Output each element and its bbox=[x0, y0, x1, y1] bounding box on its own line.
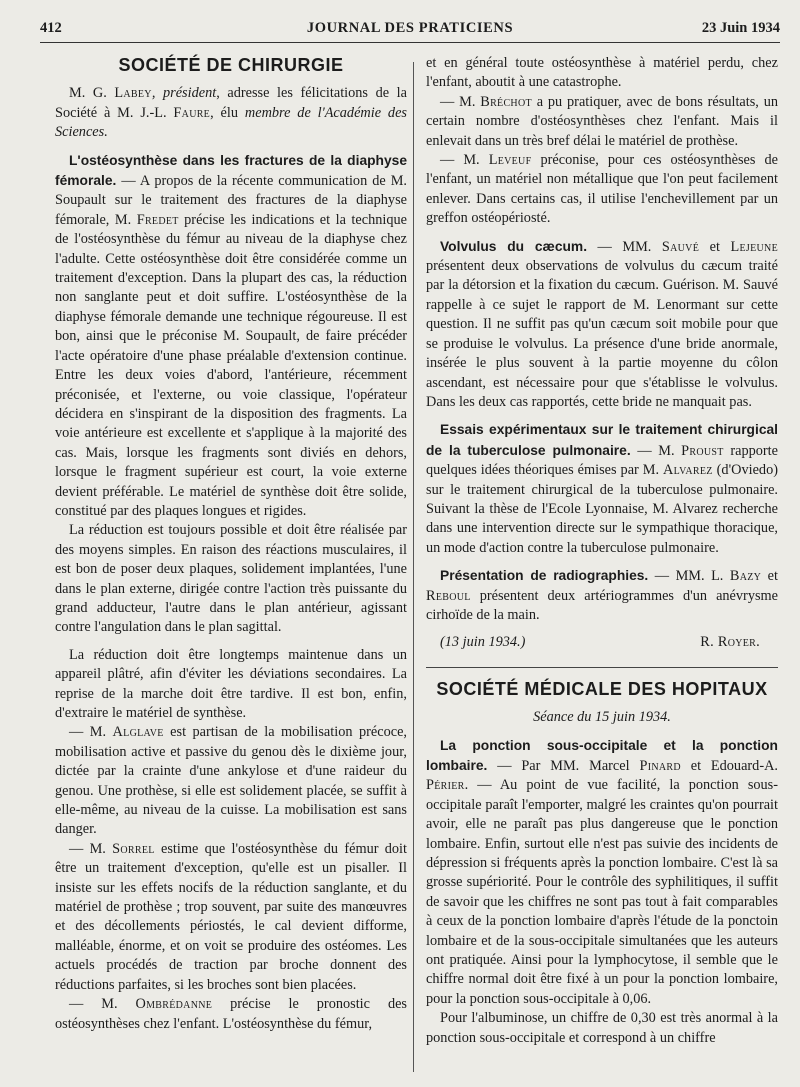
paragraph-reduction: La réduction est toujours possible et doit être réalisée par des moyens simples. En raison des réactions musculaires, il est bon de poser deux plaques, solidement implantées, l'une dans le plan externe, dirigée contre l'action très puissante du grand adducteur, l'autre dans le plan antérieur, agissant contre l'angulation dans le plan sagittal. bbox=[55, 522, 407, 636]
journal-title: JOURNAL DES PRATICIENS bbox=[306, 20, 514, 36]
paragraph-alglave: — M. Alglave est partisan de la mobilisation précoce, mobilisation active et passive du genou dès le dixième jour, dictée par la crainte d'une ankylose et d'une raideur du genou. Une prothèse, si elle est solidement placée, se suffit à elle-même, au niveau de la cuisse. La mobilisation est sans danger. bbox=[55, 724, 407, 838]
section-title-chirurgie: SOCIÉTÉ DE CHIRURGIE bbox=[118, 55, 344, 75]
paragraph-albuminose: Pour l'albuminose, un chiffre de 0,30 est très anormal à la ponction sous-occipitale et correspond à un chiffre bbox=[426, 1010, 778, 1046]
subheading: La ponction sous-occipitale et la ponction lombaire. bbox=[426, 737, 778, 773]
paragraph-ponction: La ponction sous-occipitale et la ponction lombaire. — Par MM. Marcel Pinard et Edouard-A. Périer. — Au point de vue facilité, la ponction sous-occipitale paraît l'emporter, malgré les craintes qu'on pourrait avoir, elle ne paraît pas plus dangereuse que le ponction lombaire. Enfin, surtout elle n'est pas suivie des incidents de dépression si fréquents après la ponction lombaire. C'est là sa grosse supériorité. Pour le contrôle des syphilitiques, il suffit de savoir que les chiffres ne sont pas tout à fait comparables à ceux de la ponction lombaire d'après l'étude de la ponctoin lombaire et de la sous-occipitale simultanées que les auteurs ont pratiquée. Ainsi pour la lymphocytose, il semble que le chiffre normal doit être fixé à un pour la ponction lombaire, pour la ponction sous-occipitale à 0,06. bbox=[426, 737, 778, 1007]
subheading: Volvulus du cæcum. bbox=[440, 238, 588, 254]
paragraph-radiographies: Présentation de radiographies. — MM. L. Bazy et Reboul présentent deux artériogrammes d'un anévrysme cirhoïde de la main. bbox=[426, 568, 778, 623]
paragraph-brechot: — M. Bréchot a pu pratiquer, avec de bons résultats, un certain nombre d'ostéosynthèses chez l'enfant. Mais il enlevait dans un très bref délai le matériel de prothèse. bbox=[426, 93, 778, 149]
report-author: R. Royer. bbox=[700, 634, 760, 651]
paragraph-sorrel: — M. Sorrel estime que l'ostéosynthèse du fémur doit être un traitement d'exception, qu'elle est un pisaller. Il insiste sur les effets nocifs de la réduction sanglante, et du matériel de prothèse ; trop souvent, par suite des manœuvres et des décollements périostés, le cal devient difforme, malléable, énorme, et on voit se produire des ostéomes. Les actuels procédés de traction par broche donnent des réductions parfaites, si les broches sont bien placées. bbox=[55, 840, 407, 993]
right-column bbox=[426, 54, 778, 1048]
column-divider bbox=[413, 62, 414, 1072]
paragraph-leveuf: — M. Leveuf préconise, pour ces ostéosynthèses de l'enfant, un matériel non métallique que l'on peut facilement enlever. Dans certains cas, il utilise l'enchevillement par un greffon ostéopériosté. bbox=[426, 152, 778, 227]
paragraph-labey: M. G. Labey, président, adresse les félicitations de la Société à M. J.-L. Faure, élu membre de l'Académie des Sciences. bbox=[55, 85, 407, 141]
subheading: L'ostéosynthèse dans les fractures de la diaphyse fémorale. bbox=[55, 152, 407, 189]
section-rule bbox=[426, 667, 778, 668]
session-date: Séance du 15 juin 1934. bbox=[533, 709, 671, 726]
page-header bbox=[40, 16, 780, 43]
section-title-hopitaux: SOCIÉTÉ MÉDICALE DES HOPITAUX bbox=[436, 678, 768, 699]
paragraph-osteosynthese: L'ostéosynthèse dans les fractures de la diaphyse fémorale. — A propos de la récente communication de M. Soupault sur le traitement des fractures de la diaphyse fémorale, M. Fredet précise les indications et la technique de l'ostéosynthèse du fémur au niveau de la diaphyse chez l'adulte. Cette ostéosynthèse doit être considérée comme un traitement d'exception. Dans la plupart des cas, la réduction non sanglante peut et doit suffire. L'ostéosynthèse de la diaphyse fémorale demande une technique régoureuse. Il est bon, ainsi que le préconise M. Soupault, de faire précéder l'acte opératoire d'une phase préalable d'extension continue. Entre les deux voies d'abord, l'antérieure, récemment préconisée, et l'externe, ou voie classique, l'opérateur décidera en s'inspirant de la disposition des fragments. La voie antérieure est excellente et s'applique à la majorité des cas. Mais, lorsque les fragments sont diviés en dehors, lorsque le fragment supérieur est court, la voie externe devient préférable. Le matériel de synthèse doit être solide, constitué par des plaques longues et rigides. bbox=[55, 152, 408, 519]
issue-date: 23 Juin 1934 bbox=[701, 20, 780, 36]
subheading: Présentation de radiographies. bbox=[440, 568, 649, 584]
report-signature bbox=[426, 633, 778, 652]
paragraph-volvulus: Volvulus du cæcum. — MM. Sauvé et Lejeune présentent deux observations de volvulus du cæcum traité par la détorsion et la fixation du cæcum. Guérison. M. Sauvé rappelle à ce sujet le rapport de M. Lenormant sur cette question. Il ne suffit pas qu'un cæcum soit mobile pour que se produise le volvulus. La présence d'une bride anormale, insérée le plus souvent à la partie moyenne du côlon ascendant, est nécessaire pour que s'établisse le volvulus. Dans les deux cas rapportés, cette bride ne manquait pas. bbox=[426, 238, 778, 410]
page-number: 412 bbox=[40, 20, 62, 36]
paragraph-continuation: et en général toute ostéosynthèse à matériel perdu, chez l'enfant, aboutit à une catastrophe. bbox=[426, 55, 778, 91]
paragraph-tuberculose: Essais expérimentaux sur le traitement chirurgical de la tuberculose pulmonaire. — M. Proust rapporte quelques idées théoriques émises par M. Alvarez (d'Oviedo) sur le traitement chirurgical de la tuberculose pulmonaire. Suivant la thèse de l'Ecole Lyonnaise, M. Alvarez recherche dans une intervention directe sur le sympathique thoracique, un mode d'action contre la tuberculose pulmonaire. bbox=[426, 422, 778, 556]
subheading: Essais expérimentaux sur le traitement chirurgical de la tuberculose pulmonaire. bbox=[426, 422, 778, 458]
report-date: (13 juin 1934.) bbox=[440, 634, 526, 651]
paragraph-ombredanne: — M. Ombrédanne précise le pronostic des ostéosynthèses chez l'enfant. L'ostéosynthèse du fémur, bbox=[55, 996, 407, 1032]
left-column bbox=[55, 54, 407, 1034]
paragraph-platre: La réduction doit être longtemps maintenue dans un appareil plâtré, afin d'éviter les déviations secondaires. La reprise de la marche doit être tardive. Il est bon, enfin, d'extraire le matériel de synthèse. bbox=[55, 646, 407, 721]
